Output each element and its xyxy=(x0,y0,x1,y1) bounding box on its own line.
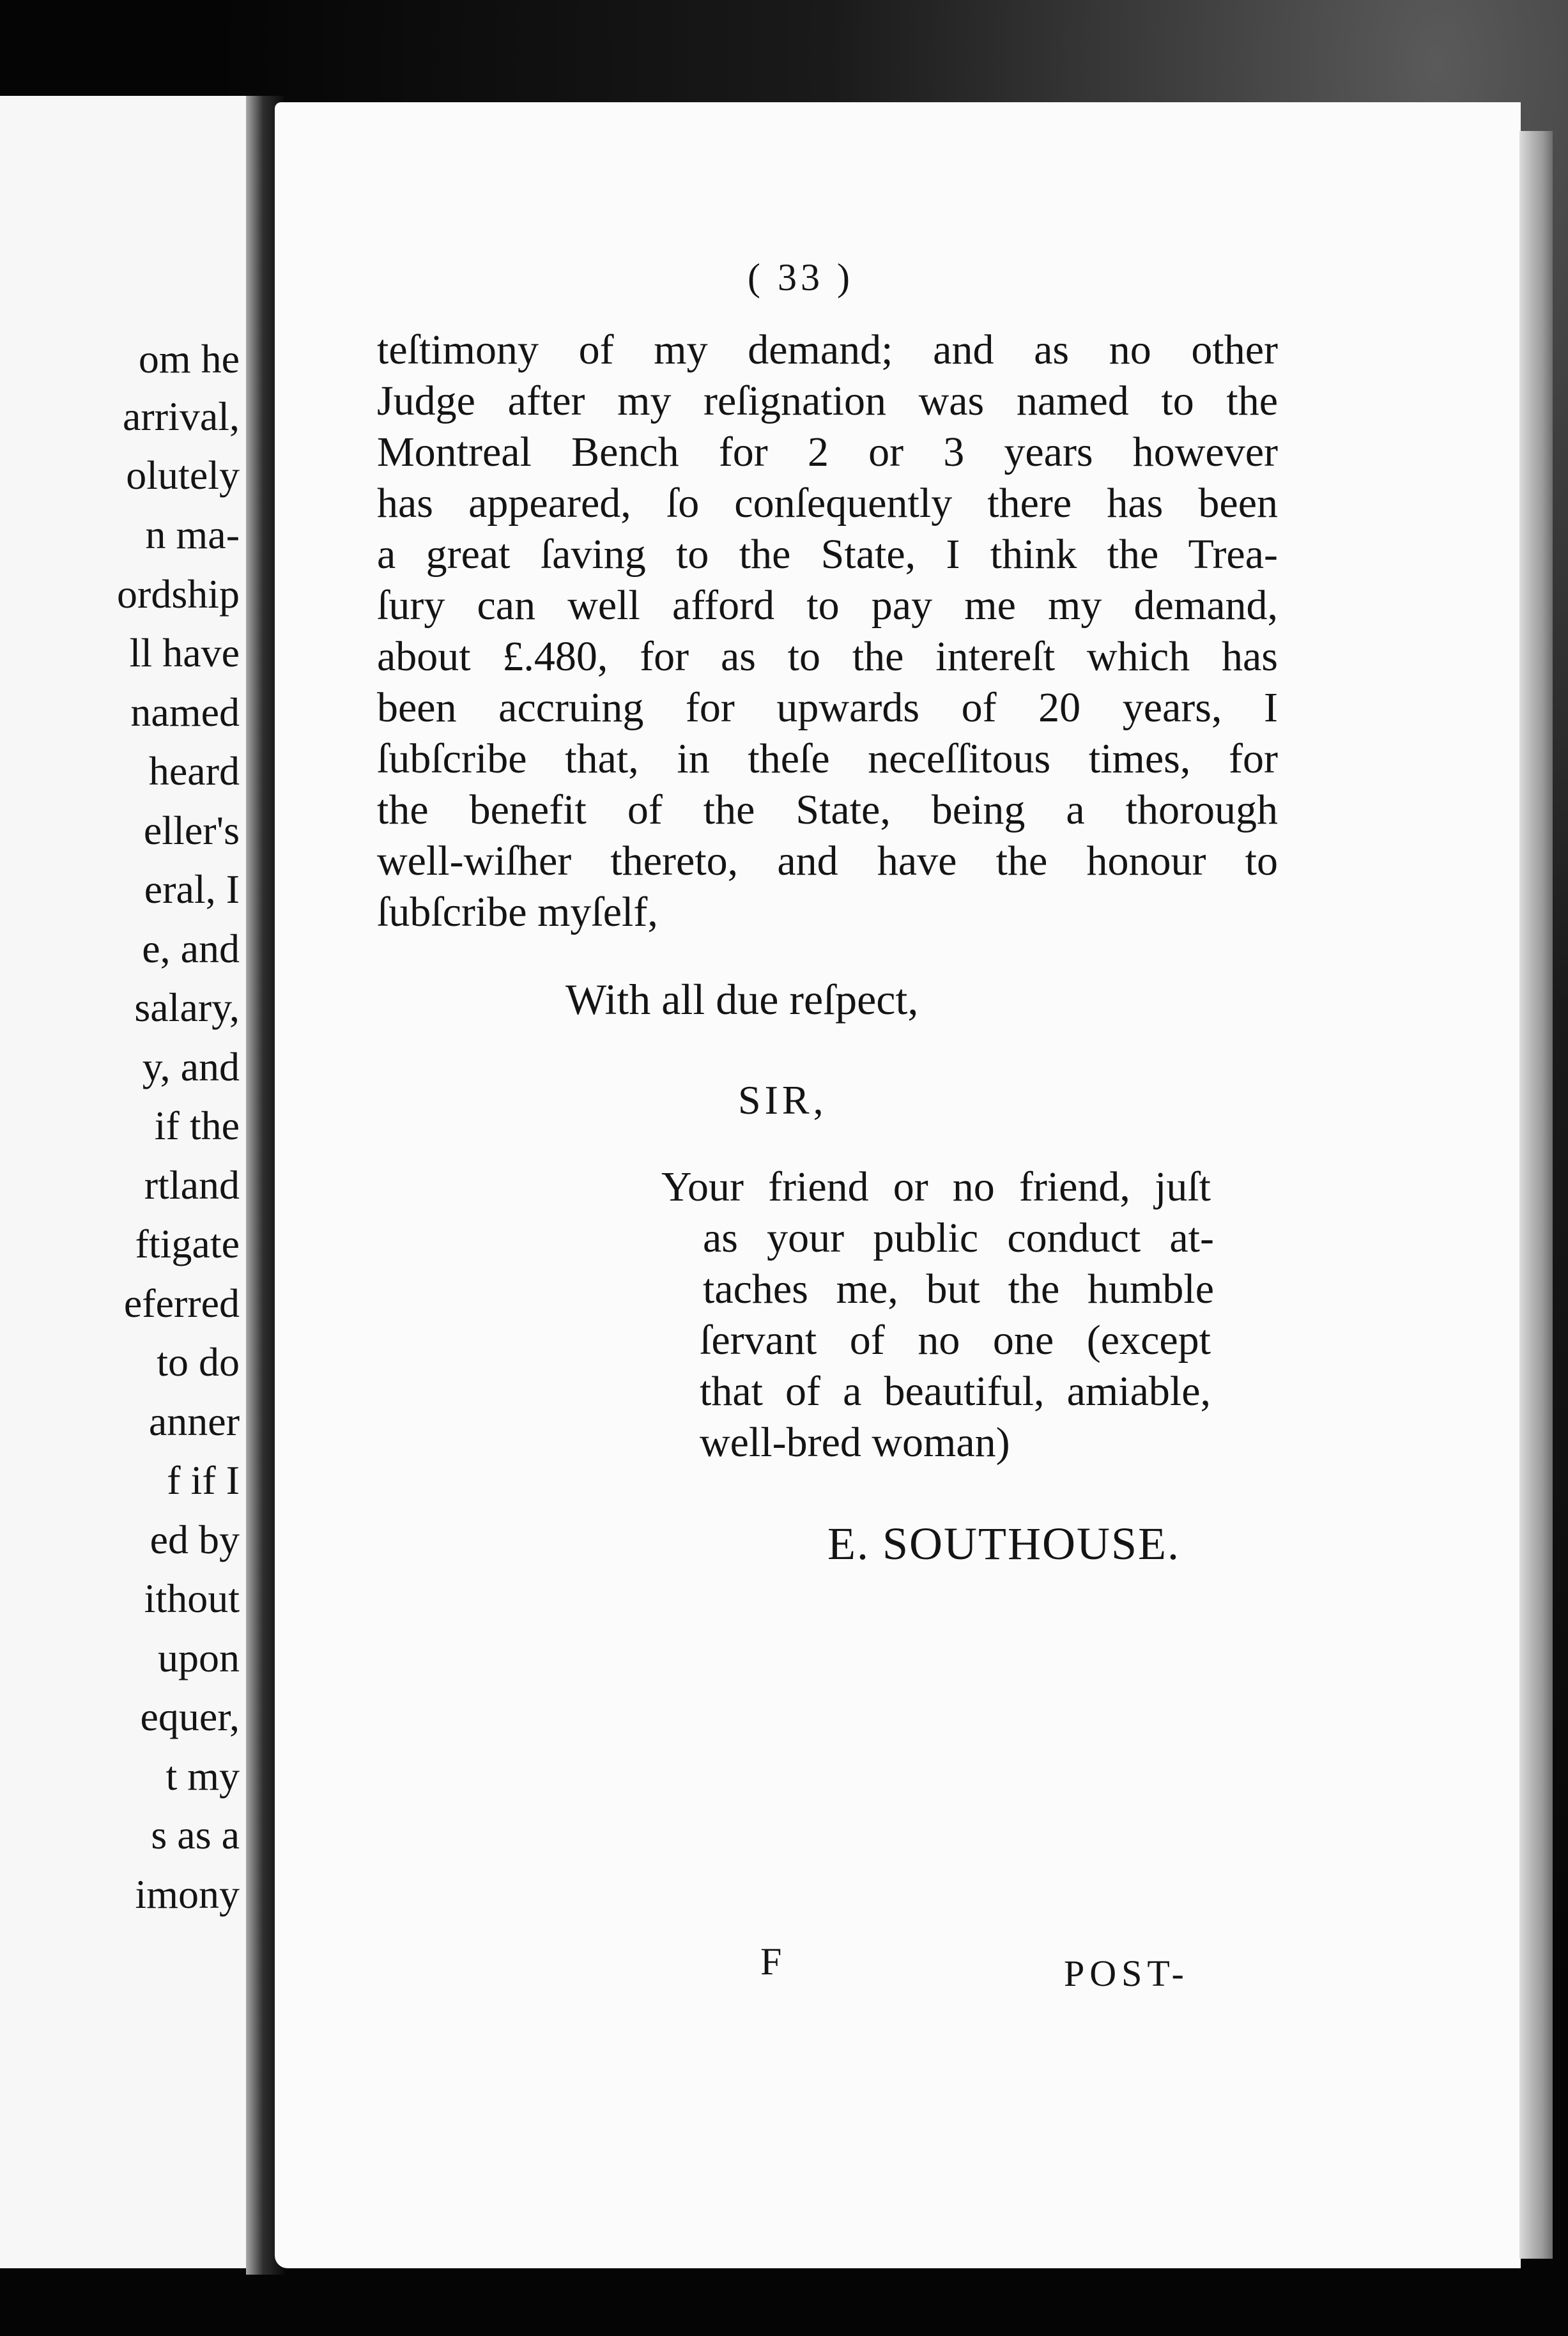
left-page-line: salary, xyxy=(134,985,240,1030)
body-line: a great ſaving to the State, I think the Trea- xyxy=(377,531,1278,578)
left-page-line: to do xyxy=(157,1339,240,1385)
left-page-line: om he xyxy=(138,336,240,381)
left-page-line: anner xyxy=(148,1399,240,1444)
catchword: POST- xyxy=(1064,1953,1189,1994)
body-line: Judge after my reſignation was named to the xyxy=(377,378,1278,424)
left-page xyxy=(0,96,246,2268)
left-page-line: ed by xyxy=(150,1517,240,1562)
left-page-line: eller's xyxy=(143,808,240,853)
left-page-line: arrival, xyxy=(123,394,240,439)
left-page-line: t my xyxy=(165,1753,240,1799)
body-line: been accruing for upwards of 20 years, I xyxy=(377,684,1278,731)
left-page-line: heard xyxy=(148,748,240,794)
left-page-line: n ma- xyxy=(145,512,240,557)
body-line: ſubſcribe that, in theſe neceſſitous times, for xyxy=(377,735,1278,782)
body-line: has appeared, ſo conſequently there has been xyxy=(377,480,1278,526)
closing-line: With all due reſpect, xyxy=(565,975,919,1024)
body-line: ſubſcribe myſelf, xyxy=(377,889,658,935)
signature: E. SOUTHOUSE. xyxy=(827,1518,1181,1569)
left-page-line: named xyxy=(130,689,240,735)
signoff-line: that of a beautiful, amiable, xyxy=(700,1368,1211,1415)
left-page-line: ordship xyxy=(117,571,240,617)
signoff-line: as your public conduct at- xyxy=(703,1215,1214,1261)
signature-mark: F xyxy=(760,1940,782,1983)
left-page-line: rtland xyxy=(144,1162,240,1208)
left-page-line: y, and xyxy=(142,1044,240,1089)
signoff-line: taches me, but the humble xyxy=(703,1266,1214,1312)
signoff-line: well-bred woman) xyxy=(700,1419,1010,1466)
left-page-line: imony xyxy=(135,1871,240,1917)
left-page-line: eferred xyxy=(123,1280,240,1326)
left-page-line: olutely xyxy=(126,452,240,498)
body-line: well-wiſher thereto, and have the honour to xyxy=(377,838,1278,884)
left-page-line: f if I xyxy=(167,1457,240,1503)
page-number: ( 33 ) xyxy=(748,256,854,298)
body-line: teſtimony of my demand; and as no other xyxy=(377,327,1278,373)
left-page-line: ithout xyxy=(144,1576,240,1621)
signoff-line: Your friend or no friend, juſt xyxy=(661,1164,1211,1210)
left-page-line: ll have xyxy=(129,630,240,675)
body-line: Montreal Bench for 2 or 3 years however xyxy=(377,429,1278,475)
left-page-line: equer, xyxy=(140,1694,240,1739)
body-line: the benefit of the State, being a thorough xyxy=(377,787,1278,833)
left-page-line: ftigate xyxy=(135,1221,240,1266)
page-edge xyxy=(1519,131,1553,2259)
left-page-line: s as a xyxy=(151,1812,240,1857)
left-page-line: upon xyxy=(158,1635,240,1680)
left-page-line: eral, I xyxy=(144,866,240,912)
body-line: ſury can well afford to pay me my demand, xyxy=(377,582,1278,629)
left-page-line: e, and xyxy=(142,926,240,971)
salutation: SIR, xyxy=(738,1077,827,1123)
signoff-line: ſervant of no one (except xyxy=(700,1317,1211,1364)
body-line: about £.480, for as to the intereſt which has xyxy=(377,633,1278,680)
left-page-line: if the xyxy=(154,1103,240,1148)
